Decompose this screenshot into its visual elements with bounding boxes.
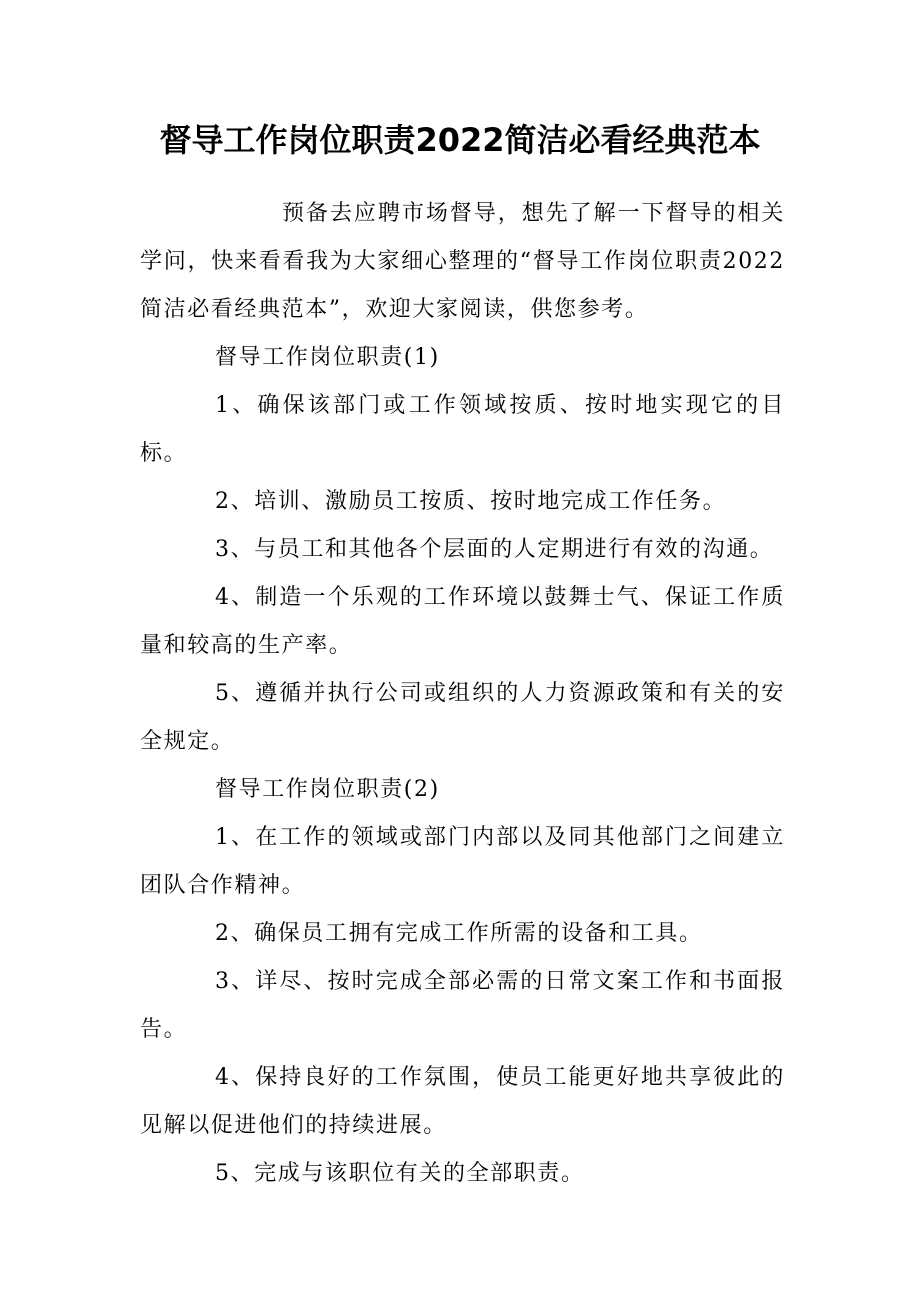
duty-item: 5、完成与该职位有关的全部职责。: [215, 1161, 585, 1186]
duty-item: 1、确保该部门或工作领域按质、按时地实现它的目标。: [140, 393, 785, 466]
duty-item: 5、遵循并执行公司或组织的人力资源政策和有关的安全规定。: [140, 681, 785, 754]
duty-item: 4、保持良好的工作氛围，使员工能更好地共享彼此的见解以促进他们的持续进展。: [140, 1065, 785, 1138]
section-heading-2: 督导工作岗位职责(2): [215, 777, 440, 802]
duty-item: 4、制造一个乐观的工作环境以鼓舞士气、保证工作质量和较高的生产率。: [140, 585, 785, 658]
document-body: [140, 190, 785, 1198]
duty-item: 1、在工作的领域或部门内部以及同其他部门之间建立团队合作精神。: [140, 825, 785, 898]
duty-item: 3、与员工和其他各个层面的人定期进行有效的沟通。: [215, 537, 774, 562]
document-title: 督导工作岗位职责2022简洁必看经典范本: [159, 121, 761, 159]
duty-item: 3、详尽、按时完成全部必需的日常文案工作和书面报告。: [140, 969, 785, 1042]
duty-item: 2、确保员工拥有完成工作所需的设备和工具。: [215, 921, 703, 946]
intro-paragraph: 预备去应聘市场督导，想先了解一下督导的相关学问，快来看看我为大家细心整理的“督导工作岗位职责2022简洁必看经典范本”，欢迎大家阅读，供您参考。: [140, 201, 785, 322]
section-heading-1: 督导工作岗位职责(1): [215, 345, 440, 370]
duty-item: 2、培训、激励员工按质、按时地完成工作任务。: [215, 489, 727, 514]
